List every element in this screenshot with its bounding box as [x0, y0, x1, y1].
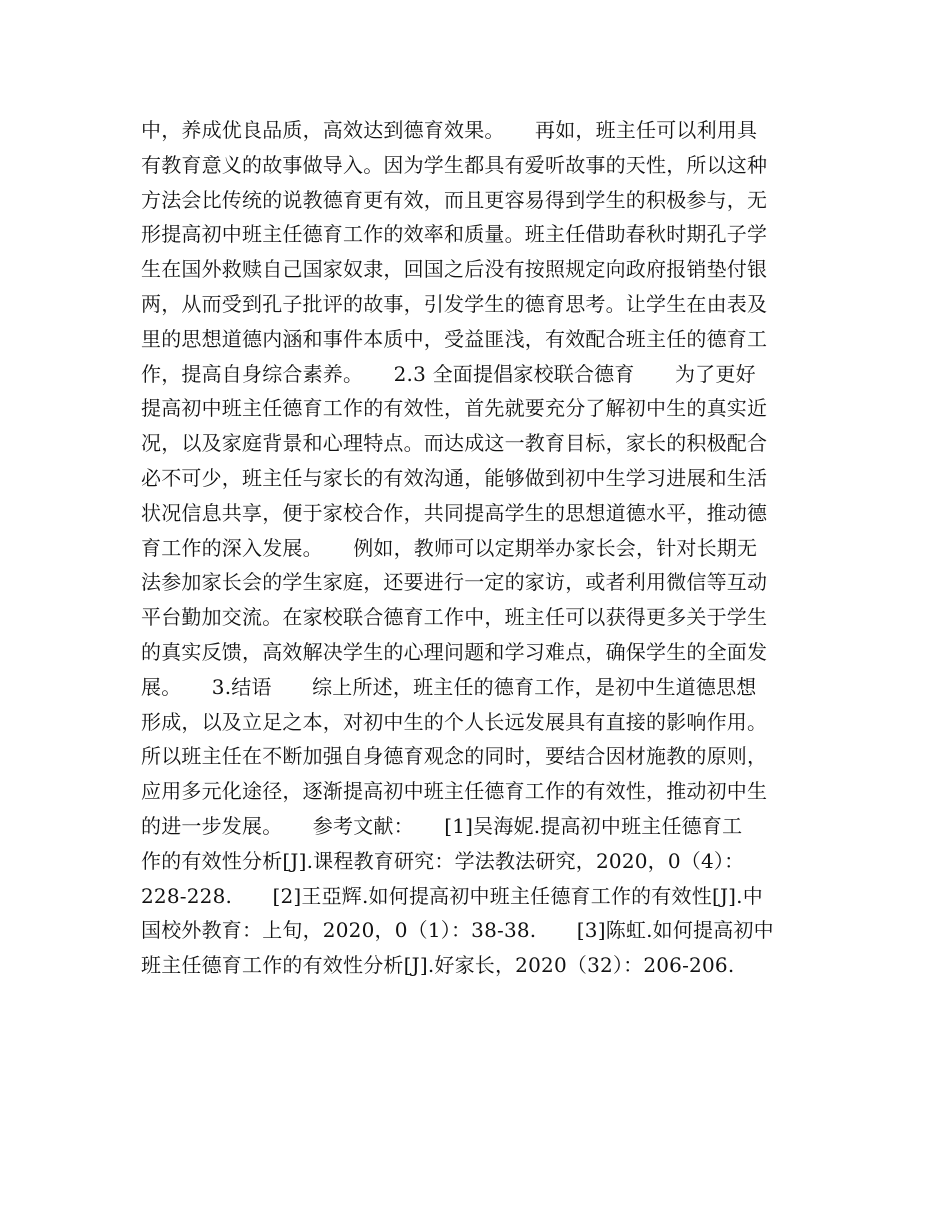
text-line: 必不可少，班主任与家长的有效沟通，能够做到初中生学习进展和生活 — [141, 465, 768, 490]
text-line: 作的有效性分析[J].课程教育研究：学法教法研究，2020，0（4）： — [141, 848, 745, 873]
text-line: 两，从而受到孔子批评的故事，引发学生的德育思考。让学生在由表及 — [141, 291, 768, 316]
text-line: 展。 3.结语 综上所述，班主任的德育工作，是初中生道德思想 — [141, 674, 757, 699]
text-line: 所以班主任在不断加强自身德育观念的同时，要结合因材施教的原则， — [141, 744, 768, 769]
text-line: 况，以及家庭背景和心理特点。而达成这一教育目标，家长的积极配合 — [141, 431, 768, 456]
text-line: 方法会比传统的说教德育更有效，而且更容易得到学生的积极参与，无 — [141, 187, 768, 212]
text-line: 状况信息共享，便于家校合作，共同提高学生的思想道德水平，推动德 — [141, 500, 768, 525]
text-line: 育工作的深入发展。 例如，教师可以定期举办家长会，针对长期无 — [141, 535, 758, 560]
text-line: 里的思想道德内涵和事件本质中，受益匪浅，有效配合班主任的德育工 — [141, 326, 768, 351]
text-line: 有教育意义的故事做导入。因为学生都具有爱听故事的天性，所以这种 — [141, 152, 768, 177]
text-line: 班主任德育工作的有效性分析[J].好家长，2020（32）：206-206. — [141, 953, 735, 978]
text-line: 法参加家长会的学生家庭，还要进行一定的家访，或者利用微信等互动 — [141, 570, 768, 595]
text-line: 形提高初中班主任德育工作的效率和质量。班主任借助春秋时期孔子学 — [141, 222, 768, 247]
text-line: 应用多元化途径，逐渐提高初中班主任德育工作的有效性，推动初中生 — [141, 779, 768, 804]
text-line: 228-228. [2]王亞辉.如何提高初中班主任德育工作的有效性[J].中 — [141, 883, 763, 908]
text-line: 平台勤加交流。在家校联合德育工作中，班主任可以获得更多关于学生 — [141, 605, 768, 630]
text-line: 形成，以及立足之本，对初中生的个人长远发展具有直接的影响作用。 — [141, 709, 768, 734]
text-line: 作，提高自身综合素养。 2.3 全面提倡家校联合德育 为了更好 — [141, 361, 756, 386]
text-line: 提高初中班主任德育工作的有效性，首先就要充分了解初中生的真实近 — [141, 396, 768, 421]
text-line: 国校外教育：上旬，2020，0（1）：38-38. [3]陈虹.如何提高初中 — [141, 918, 774, 943]
text-line: 的真实反馈，高效解决学生的心理问题和学习难点，确保学生的全面发 — [141, 639, 768, 664]
text-line: 的进一步发展。 参考文献： [1]吴海妮.提高初中班主任德育工 — [141, 813, 743, 838]
text-line: 中，养成优良品质，高效达到德育效果。 再如，班主任可以利用具 — [141, 118, 758, 142]
body-text — [141, 113, 831, 983]
text-line: 生在国外救赎自己国家奴隶，回国之后没有按照规定向政府报销垫付银 — [141, 257, 768, 282]
